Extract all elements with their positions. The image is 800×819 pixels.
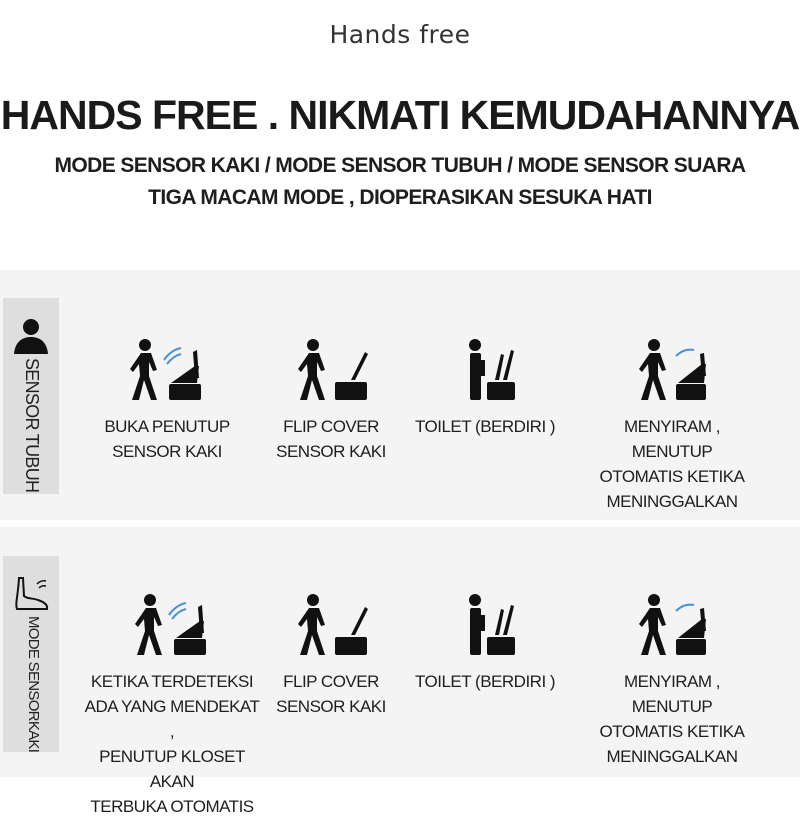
- subheading-modes: MODE SENSOR KAKI / MODE SENSOR TUBUH / MODE SENSOR SUARA: [54, 154, 746, 177]
- side-tab-label: SENSOR TUBUH: [22, 358, 42, 493]
- feature-item: [77, 336, 257, 464]
- feature-item: [582, 336, 762, 514]
- feature-item: [582, 591, 762, 769]
- feature-item: [82, 591, 262, 819]
- item-label: TOILET (BERDIRI ): [414, 417, 556, 436]
- feature-item: [395, 591, 575, 694]
- subheading-tagline: TIGA MACAM MODE , DIOPERASIKAN SESUKA HATI: [148, 186, 652, 209]
- item-label: MENYIRAM , MENUTUP OTOMATIS KETIKA MENINGGALKAN: [599, 672, 745, 766]
- item-label: BUKA PENUTUP SENSOR KAKI: [104, 417, 230, 461]
- stand-toilet-icon: [445, 591, 525, 659]
- walk-open-lid-icon: [127, 336, 207, 404]
- side-tab-sensor-kaki: [3, 556, 59, 752]
- feature-item: [395, 336, 575, 439]
- walk-flip-cover-icon: [291, 336, 371, 404]
- feature-item: [241, 336, 421, 464]
- side-tab-label: MODE SENSORKAKI: [25, 616, 42, 753]
- item-label: MENYIRAM , MENUTUP OTOMATIS KETIKA MENINGGALKAN: [599, 417, 745, 511]
- foot-icon: [11, 574, 51, 614]
- walk-flip-cover-icon: [291, 591, 371, 659]
- stand-toilet-icon: [445, 336, 525, 404]
- walk-open-lid-icon: [132, 591, 212, 659]
- item-label: TOILET (BERDIRI ): [414, 672, 556, 691]
- item-label: FLIP COVER SENSOR KAKI: [276, 417, 386, 461]
- side-tab-sensor-tubuh: [3, 298, 59, 494]
- page-title: HANDS FREE . NIKMATI KEMUDAHANNYA: [0, 92, 800, 138]
- walk-away-flush-icon: [632, 336, 712, 404]
- feature-item: [241, 591, 421, 719]
- top-label: Hands free: [329, 20, 471, 49]
- walk-away-flush-icon: [632, 591, 712, 659]
- item-label: FLIP COVER SENSOR KAKI: [276, 672, 386, 716]
- person-icon: [11, 316, 51, 356]
- item-label: KETIKA TERDETEKSI ADA YANG MENDEKAT , PENUTUP KLOSET AKAN TERBUKA OTOMATIS: [84, 672, 260, 816]
